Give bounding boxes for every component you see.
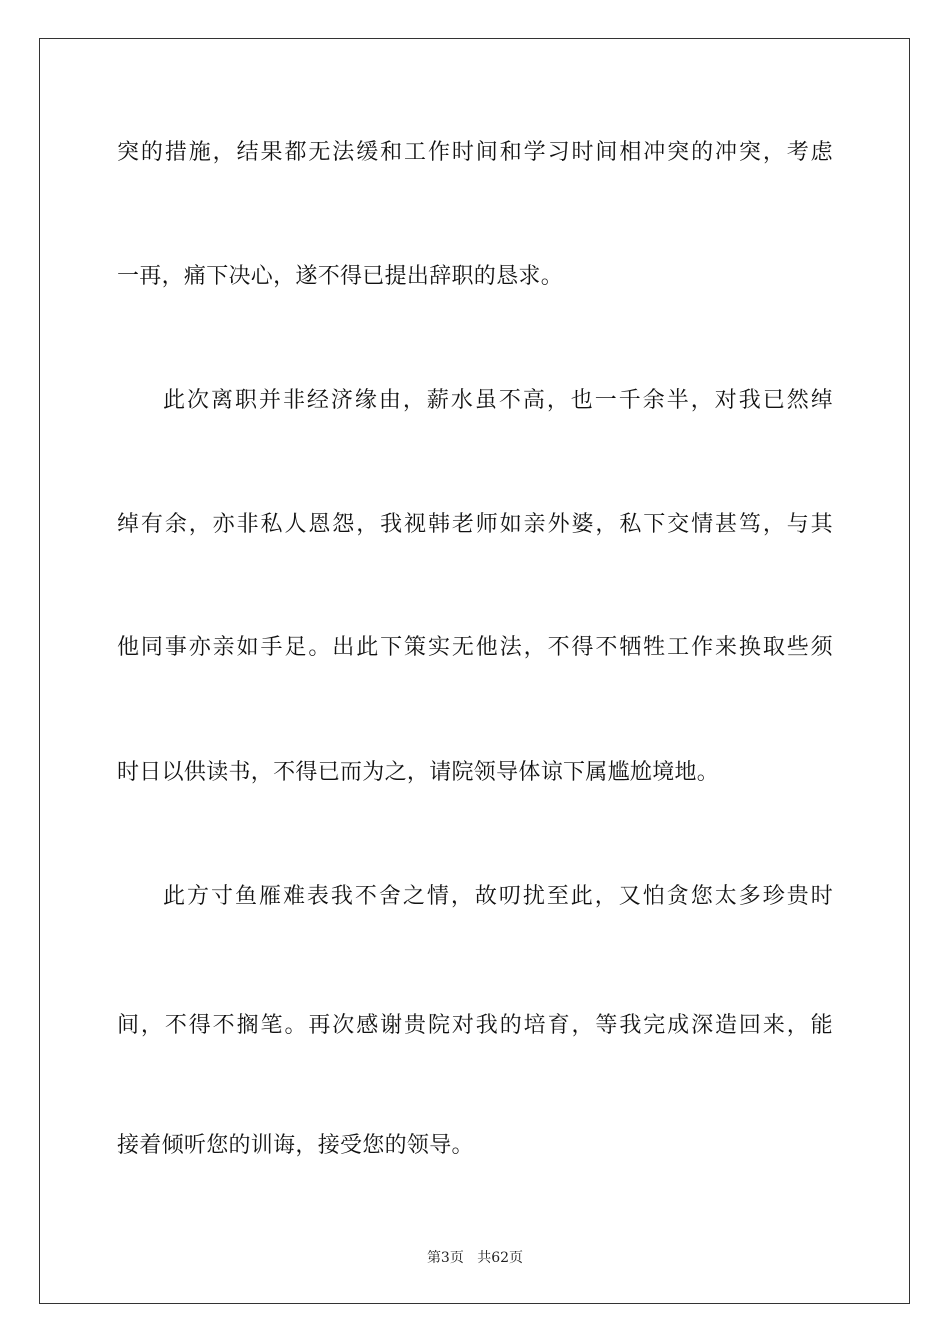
text-line: 他同事亦亲如手足。出此下策实无他法，不得不牺牲工作来换取些须 <box>117 635 833 660</box>
text-line: 此次离职并非经济缘由，薪水虽不高，也一千余半，对我已然绰 <box>163 388 833 413</box>
text-line: 此方寸鱼雁难表我不舍之情，故叨扰至此，又怕贪您太多珍贵时 <box>163 884 833 909</box>
page-number: 第3页 <box>426 1250 464 1266</box>
text-line: 绰有余，亦非私人恩怨，我视韩老师如亲外婆，私下交情甚笃，与其 <box>117 512 833 537</box>
page-total: 共62页 <box>477 1250 524 1266</box>
page-footer <box>0 1248 950 1268</box>
text-line: 时日以供读书，不得已而为之，请院领导体谅下属尴尬境地。 <box>117 760 720 785</box>
text-line: 间，不得不搁笔。再次感谢贵院对我的培育，等我完成深造回来，能 <box>117 1013 833 1038</box>
page-border <box>39 38 910 1304</box>
text-line: 一再，痛下决心，遂不得已提出辞职的恳求。 <box>117 264 564 289</box>
text-line: 突的措施，结果都无法缓和工作时间和学习时间相冲突的冲突，考虑 <box>117 140 833 165</box>
text-line: 接着倾听您的训诲，接受您的领导。 <box>117 1133 474 1158</box>
